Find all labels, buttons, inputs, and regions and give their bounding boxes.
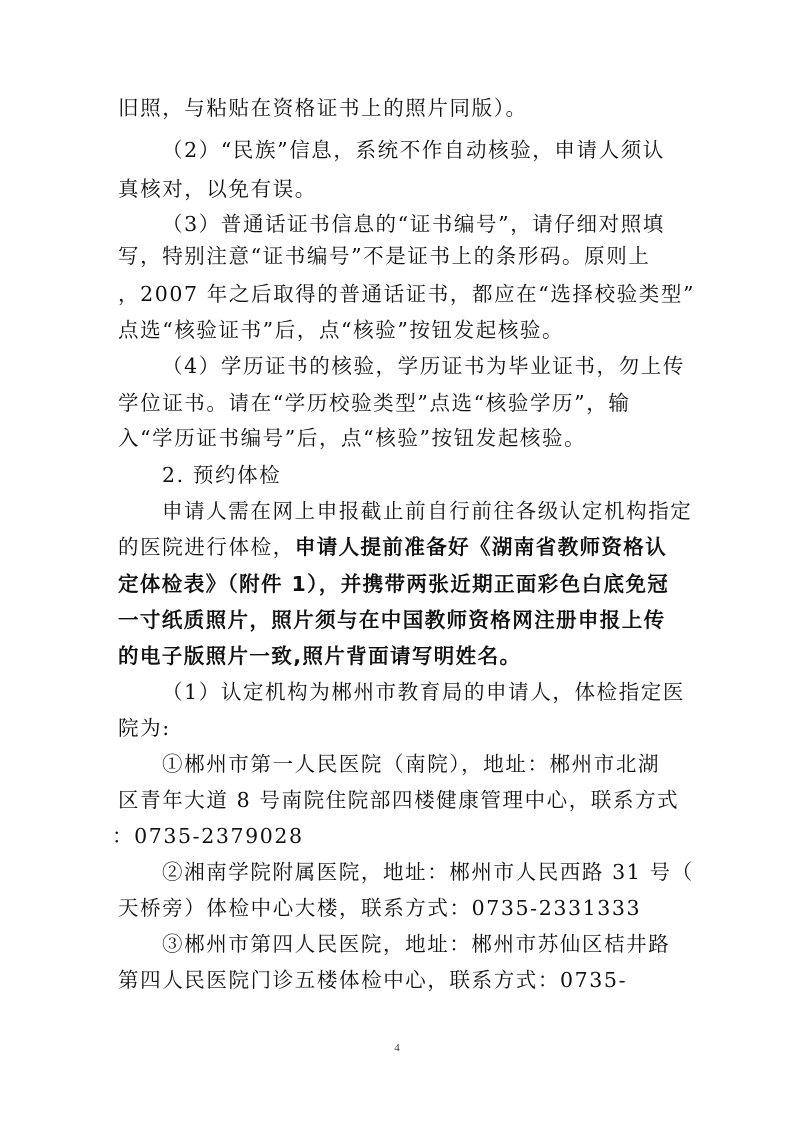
text-normal-part: 的医院进行体检， (118, 535, 295, 559)
text-line: （4）学历证书的核验，学历证书为毕业证书，勿上传 (162, 354, 685, 378)
text-line: 院为: (118, 716, 171, 740)
bold-text-line: 定体检表》（附件 1），并携带两张近期正面彩色白底免冠 (118, 572, 670, 596)
text-line: 写，特别注意“证书编号”不是证书上的条形码。原则上 (118, 244, 651, 268)
text-line: 天桥旁）体检中心大楼，联系方式：0735-2331333 (118, 896, 642, 920)
text-line: ①郴州市第一人民医院（南院），地址：郴州市北湖 (162, 752, 661, 776)
text-line: （2）“民族”信息，系统不作自动核验，申请人须认 (162, 138, 665, 162)
bold-text-line: 的电子版照片一致,照片背面请写明姓名。 (118, 644, 522, 668)
bold-text-line: 一寸纸质照片，照片须与在中国教师资格网注册申报上传 (118, 608, 666, 632)
text-line: 第四人民医院门诊五楼体检中心，联系方式：0735- (118, 968, 628, 992)
text-line: ③郴州市第四人民医院，地址：郴州市苏仙区桔井路 (162, 932, 671, 956)
text-line: 点选“核验证书”后，点“核验”按钮发起核验。 (118, 318, 565, 342)
page-number: 4 (394, 1042, 400, 1054)
text-line: 入“学历证书编号”后，点“核验”按钮发起核验。 (118, 426, 587, 450)
text-line-mixed (118, 537, 667, 558)
text-line: ：0735-2379028 (112, 824, 304, 848)
text-line: ②湘南学院附属医院，地址：郴州市人民西路 31 号（ (162, 860, 694, 884)
text-line: 旧照，与粘贴在资格证书上的照片同版）。 (118, 96, 528, 120)
text-line: 学位证书。请在“学历校验类型”点选“核验学历”，输 (118, 391, 631, 415)
text-bold-part: 申请人提前准备好《湖南省教师资格认 (294, 535, 668, 559)
text-line: （1）认定机构为郴州市教育局的申请人，体检指定医 (162, 680, 685, 704)
text-line: 申请人需在网上申报截止前自行前往各级认定机构指定 (162, 499, 693, 523)
section-heading: 2. 预约体检 (162, 463, 282, 487)
text-line: （3）普通话证书信息的“证书编号”，请仔细对照填 (162, 212, 665, 236)
text-line: 区青年大道 8 号南院住院部四楼健康管理中心，联系方式 (118, 788, 680, 812)
text-line: 真核对，以免有误。 (118, 177, 317, 201)
text-line: ，2007 年之后取得的普通话证书，都应在“选择校验类型” (118, 282, 696, 306)
